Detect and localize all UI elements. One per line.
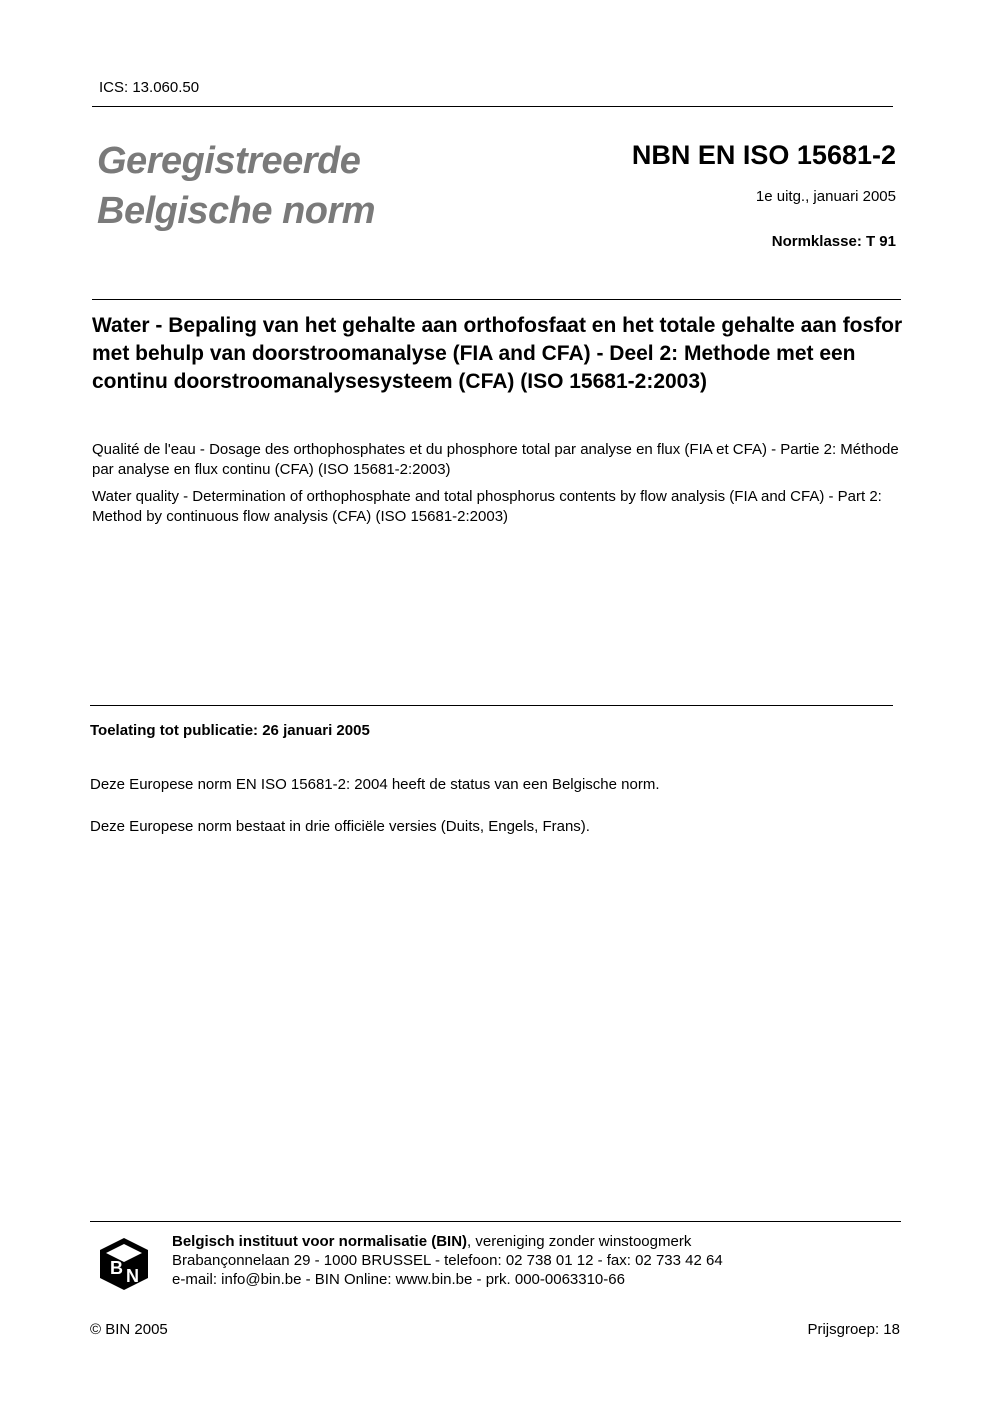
- versions-statement: Deze Europese norm bestaat in drie officiële versies (Duits, Engels, Frans).: [90, 818, 590, 835]
- institute-address: Brabançonnelaan 29 - 1000 BRUSSEL - telefoon: 02 738 01 12 - fax: 02 733 42 64: [172, 1252, 723, 1269]
- title-divider: [92, 299, 901, 300]
- logo-letter-n: N: [126, 1266, 139, 1286]
- status-statement: Deze Europese norm EN ISO 15681-2: 2004 heeft de status van een Belgische norm.: [90, 776, 660, 793]
- institute-name: Belgisch instituut voor normalisatie (BIN): [172, 1233, 468, 1250]
- title-dutch: Water - Bepaling van het gehalte aan orthofosfaat en het totale gehalte aan fosfor met behulp van doorstroomanalyse (FIA and CFA) - Deel 2: Methode met een continu doorstroomanalysesysteem (CFA) (ISO 15681-2:2003): [92, 314, 903, 393]
- footer-divider: [90, 1221, 901, 1222]
- institute-line: [172, 1232, 723, 1251]
- registered-line-1: Geregistreerde: [97, 140, 361, 182]
- body-divider: [90, 705, 893, 706]
- copyright: © BIN 2005: [90, 1321, 168, 1338]
- title-english: Water quality - Determination of orthophosphate and total phosphorus contents by flow analysis (FIA and CFA) - Part 2: Method by continuous flow analysis (CFA) (ISO 15681-2:2003): [92, 488, 882, 525]
- institute-info: [172, 1232, 723, 1289]
- institute-type: , vereniging zonder winstoogmerk: [467, 1233, 692, 1250]
- norm-class: Normklasse: T 91: [771, 233, 896, 250]
- registered-standard-heading: [97, 136, 375, 236]
- price-group: Prijsgroep: 18: [807, 1321, 900, 1338]
- logo-letter-b: B: [110, 1258, 123, 1278]
- ics-code: ICS: 13.060.50: [99, 79, 200, 96]
- registered-line-2: Belgische norm: [97, 190, 376, 232]
- bin-logo-icon: [96, 1236, 152, 1292]
- title-french: Qualité de l'eau - Dosage des orthophosphates et du phosphore total par analyse en flux (FIA et CFA) - Partie 2: Méthode par analyse en flux continu (CFA) (ISO 15681-2:2003): [92, 441, 899, 478]
- institute-contact: e-mail: info@bin.be - BIN Online: www.bin.be - prk. 000-0063310-66: [172, 1271, 625, 1288]
- edition-date: 1e uitg., januari 2005: [755, 188, 896, 205]
- top-divider: [92, 106, 893, 107]
- approval-date: Toelating tot publicatie: 26 januari 2005: [90, 722, 370, 739]
- standard-number: NBN EN ISO 15681-2: [631, 140, 896, 170]
